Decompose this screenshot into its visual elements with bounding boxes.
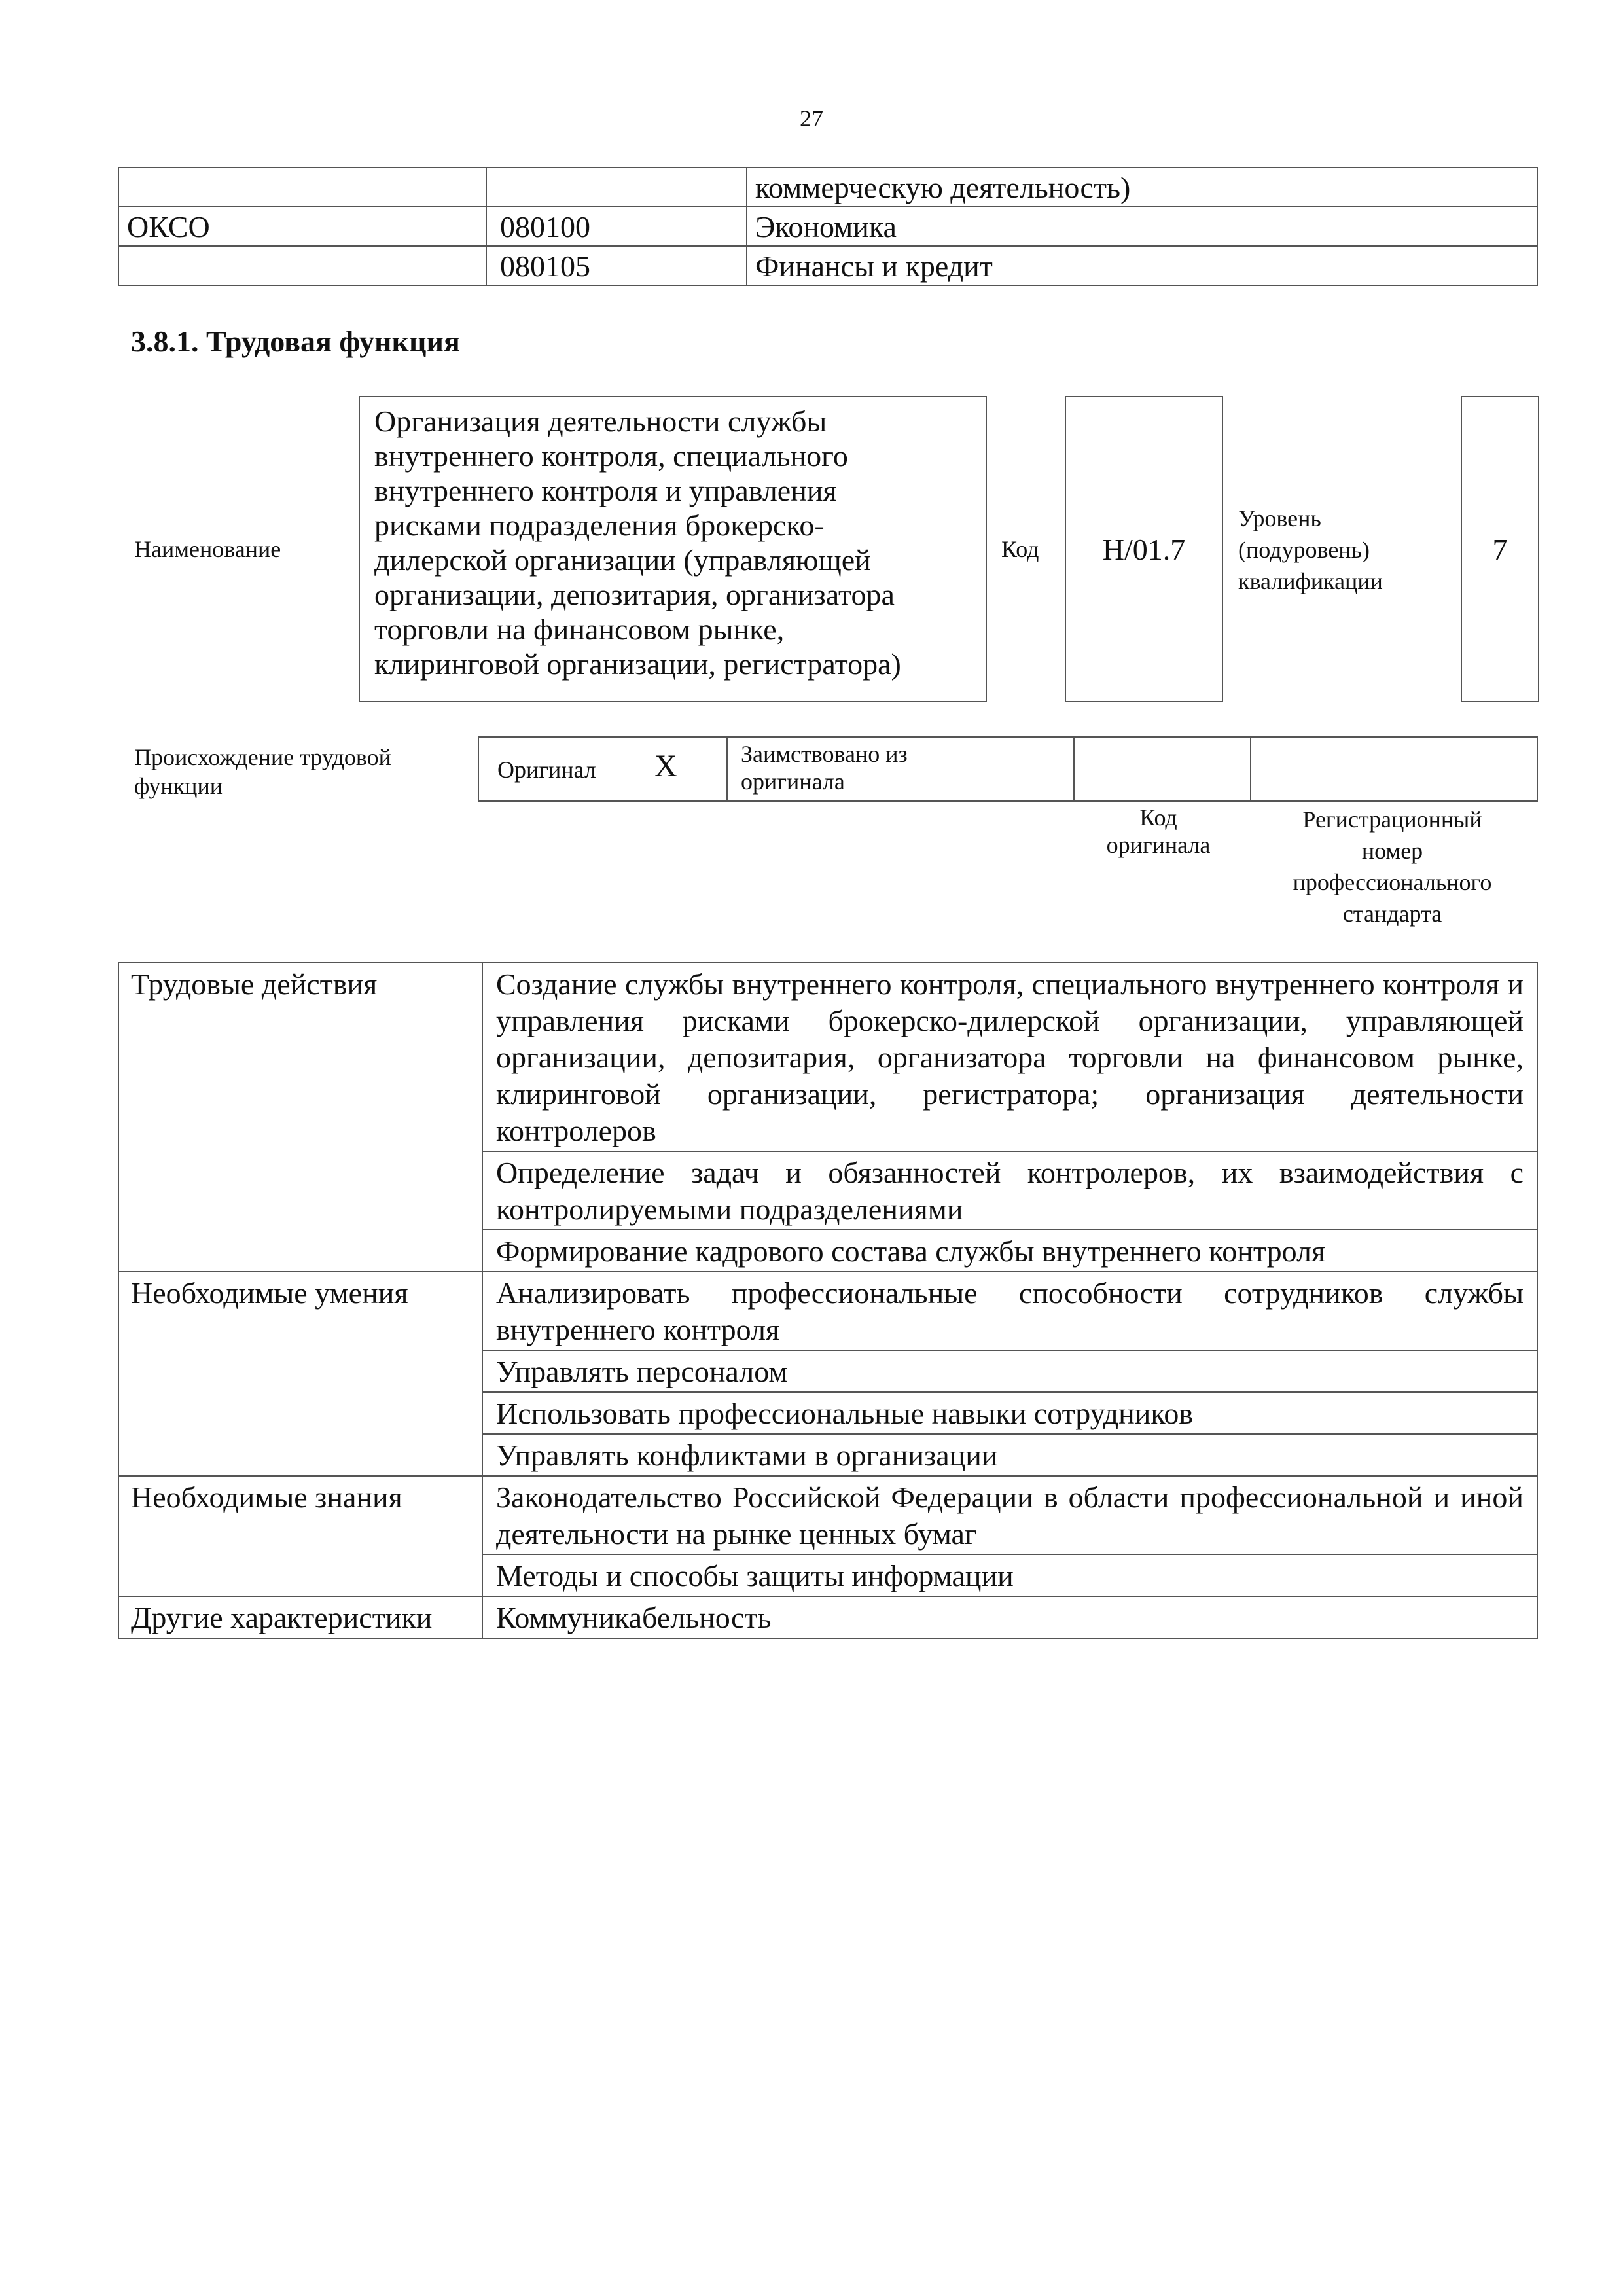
caption-line: номер xyxy=(1361,838,1423,864)
okso-table xyxy=(118,167,1538,286)
function-name-line: организации, депозитария, организатора xyxy=(374,578,895,611)
caption-line: профессионального xyxy=(1293,869,1492,895)
function-name-line: рисками подразделения брокерско- xyxy=(374,509,825,542)
level-box xyxy=(1461,396,1539,702)
original-mark: X xyxy=(654,749,677,783)
name-label: Наименование xyxy=(134,536,281,562)
okso-cell: Экономика xyxy=(747,207,1537,246)
function-name-line: дилерской организации (управляющей xyxy=(374,543,871,577)
group-header: Необходимые знания xyxy=(118,1476,482,1596)
function-name-line: торговли на финансовом рынке, xyxy=(374,613,785,646)
code-value: H/01.7 xyxy=(1102,532,1186,566)
borrowed-line: оригинала xyxy=(741,768,845,795)
origin-label-line: Происхождение трудовой xyxy=(134,744,391,770)
level-label-line: Уровень xyxy=(1238,505,1321,531)
level-label xyxy=(1238,503,1383,597)
caption-line: Код xyxy=(1139,804,1177,831)
reg-number-caption xyxy=(1247,804,1538,929)
table-row xyxy=(118,1476,1537,1554)
function-name-line: внутреннего контроля и управления xyxy=(374,474,837,507)
origin-divider xyxy=(1073,738,1075,800)
function-name-line: Организация деятельности службы xyxy=(374,404,827,438)
borrowed-line: Заимствовано из xyxy=(741,741,908,767)
group-item: Коммуникабельность xyxy=(482,1596,1537,1638)
group-header: Другие характеристики xyxy=(118,1596,482,1638)
table-row xyxy=(118,1272,1537,1350)
okso-cell: Финансы и кредит xyxy=(747,246,1537,285)
group-item: Создание службы внутреннего контроля, специального внутреннего контроля и управления рисками брокерско-дилерской организации, управляющей организации, депозитария, организатора торговли на финансовом рынке, клиринговой организации, регистратора; организация деятельности контролеров xyxy=(482,963,1537,1151)
caption-line: Регистрационный xyxy=(1302,806,1482,833)
okso-row xyxy=(118,168,1537,207)
level-label-line: (подуровень) xyxy=(1238,537,1370,563)
code-original-caption xyxy=(1060,804,1257,859)
page-number: 27 xyxy=(800,105,823,132)
borrowed-label xyxy=(741,740,908,795)
caption-line: стандарта xyxy=(1342,901,1442,927)
origin-row xyxy=(478,736,1538,802)
group-header: Необходимые умения xyxy=(118,1272,482,1476)
function-name-line: клиринговой организации, регистратора) xyxy=(374,647,901,681)
okso-cell: коммерческую деятельность) xyxy=(747,168,1537,207)
code-label: Код xyxy=(1001,536,1039,562)
function-name-box xyxy=(359,396,987,702)
okso-row xyxy=(118,246,1537,285)
group-item: Анализировать профессиональные способности сотрудников службы внутреннего контроля xyxy=(482,1272,1537,1350)
okso-cell: 080100 xyxy=(486,207,747,246)
table-row xyxy=(118,1596,1537,1638)
origin-label xyxy=(134,743,391,800)
origin-divider xyxy=(726,738,728,800)
okso-cell xyxy=(118,168,486,207)
labor-function-table xyxy=(118,962,1538,1639)
okso-cell: 080105 xyxy=(486,246,747,285)
section-heading: 3.8.1. Трудовая функция xyxy=(131,325,460,358)
group-item: Законодательство Российской Федерации в области профессиональной и иной деятельности на рынке ценных бумаг xyxy=(482,1476,1537,1554)
okso-cell xyxy=(118,246,486,285)
group-header: Трудовые действия xyxy=(118,963,482,1272)
function-name-line: внутреннего контроля, специального xyxy=(374,439,848,473)
origin-divider xyxy=(1250,738,1251,800)
group-item: Управлять конфликтами в организации xyxy=(482,1434,1537,1476)
level-label-line: квалификации xyxy=(1238,568,1383,594)
group-item: Использовать профессиональные навыки сотрудников xyxy=(482,1392,1537,1434)
okso-cell: ОКСО xyxy=(118,207,486,246)
okso-cell xyxy=(486,168,747,207)
group-item: Методы и способы защиты информации xyxy=(482,1554,1537,1596)
level-value: 7 xyxy=(1492,532,1508,566)
caption-line: оригинала xyxy=(1106,832,1211,858)
group-item: Определение задач и обязанностей контролеров, их взаимодействия с контролируемыми подразделениями xyxy=(482,1151,1537,1230)
group-item: Формирование кадрового состава службы внутреннего контроля xyxy=(482,1230,1537,1272)
original-label: Оригинал xyxy=(497,757,596,783)
code-box xyxy=(1065,396,1223,702)
origin-label-line: функции xyxy=(134,773,223,799)
table-row xyxy=(118,963,1537,1151)
okso-row xyxy=(118,207,1537,246)
group-item: Управлять персоналом xyxy=(482,1350,1537,1392)
